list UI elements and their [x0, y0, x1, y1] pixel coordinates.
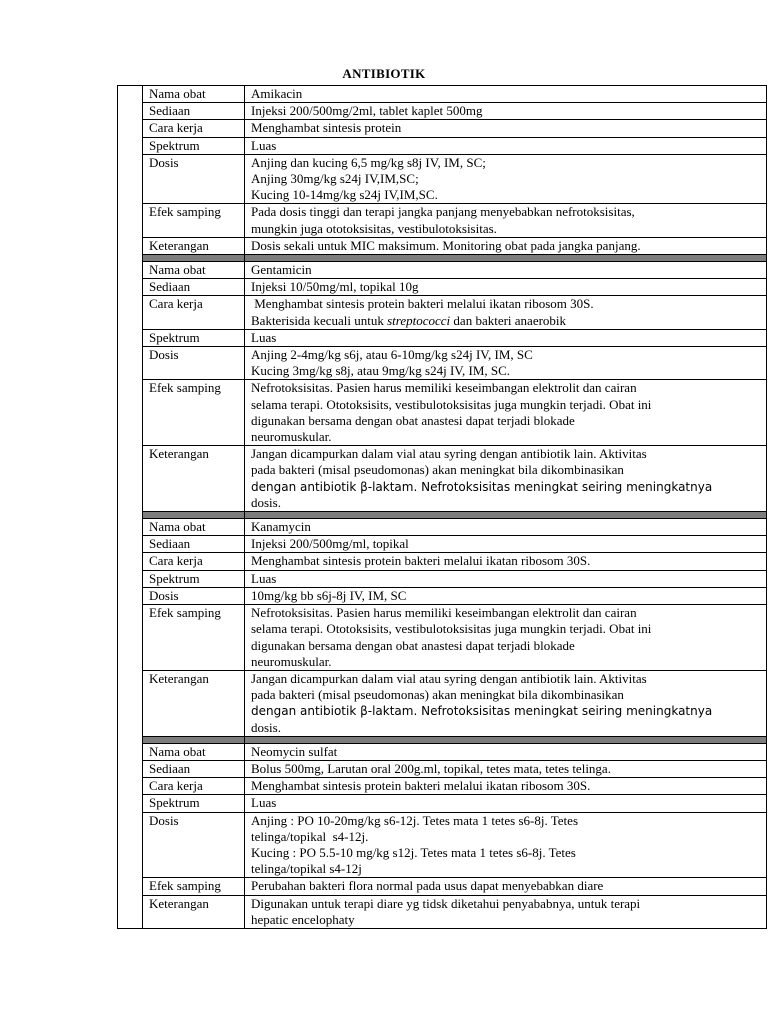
text-line: Dosis sekali untuk MIC maksimum. Monitoring obat pada jangka panjang.: [251, 237, 641, 253]
drug-keterangan: [245, 895, 767, 928]
table-row: [118, 795, 767, 812]
text-line: digunakan bersama dengan obat anastesi dapat terjadi blokade: [251, 412, 575, 428]
field-label-sediaan: Sediaan: [143, 760, 245, 777]
text-line: Anjing : PO 10-20mg/kg s6-12j. Tetes mata 1 tetes s6-8j. Tetes: [251, 812, 578, 828]
field-label-nama-obat: Nama obat: [143, 519, 245, 536]
table-row: [118, 120, 767, 137]
drug-sediaan: Injeksi 200/500mg/2ml, tablet kaplet 500mg: [245, 103, 767, 120]
drug-efek-samping: [245, 204, 767, 237]
class-label-cell: [118, 86, 143, 929]
table-row: [118, 279, 767, 296]
field-label-cara-kerja: Cara kerja: [143, 120, 245, 137]
text-line: Anjing 30mg/kg s24j IV,IM,SC;: [251, 171, 419, 187]
separator-cell: [245, 255, 767, 262]
drug-efek-samping: [245, 380, 767, 446]
field-label-spektrum: Spektrum: [143, 137, 245, 154]
drug-sediaan: Injeksi 10/50mg/ml, topikal 10g: [245, 279, 767, 296]
field-label-sediaan: Sediaan: [143, 103, 245, 120]
drug-spektrum: Luas: [245, 329, 767, 346]
drug-name: Amikacin: [245, 86, 767, 103]
text-segment: dan bakteri anaerobik: [450, 312, 567, 328]
table-row: [118, 878, 767, 895]
field-label-cara-kerja: Cara kerja: [143, 778, 245, 795]
table-row: [118, 347, 767, 380]
text-line: Anjing dan kucing 6,5 mg/kg s8j IV, IM, SC;: [251, 154, 486, 170]
table-row: [118, 519, 767, 536]
drug-keterangan: [245, 446, 767, 512]
text-line: Anjing 2-4mg/kg s6j, atau 6-10mg/kg s24j IV, IM, SC: [251, 347, 533, 363]
separator-cell: [143, 255, 245, 262]
field-label-efek-samping: Efek samping: [143, 605, 245, 671]
table-row: [118, 237, 767, 254]
table-row: [118, 103, 767, 120]
text-line: dosis.: [251, 494, 281, 510]
table-row: [118, 86, 767, 103]
text-line: Perubahan bakteri flora normal pada usus dapat menyebabkan diare: [251, 878, 604, 894]
page-title: ANTIBIOTIK: [342, 66, 426, 81]
table-row: [118, 154, 767, 204]
text-line: dengan antibiotik β-laktam. Nefrotoksisitas meningkat seiring meningkatnya: [251, 479, 713, 494]
table-row: [118, 536, 767, 553]
drug-keterangan: [245, 670, 767, 736]
drug-keterangan: [245, 237, 767, 254]
text-line: Menghambat sintesis protein bakteri melalui ikatan ribosom 30S.: [251, 296, 594, 312]
drug-dosis: [245, 587, 767, 604]
drug-cara-kerja: [245, 553, 767, 570]
drug-dosis: [245, 154, 767, 204]
text-line: digunakan bersama dengan obat anastesi dapat terjadi blokade: [251, 637, 575, 653]
text-line: pada bakteri (misal pseudomonas) akan meningkat bila dikombinasikan: [251, 462, 624, 478]
table-row: [118, 670, 767, 736]
drug-dosis: [245, 812, 767, 878]
field-label-dosis: Dosis: [143, 347, 245, 380]
text-line: Jangan dicampurkan dalam vial atau syring dengan antibiotik lain. Aktivitas: [251, 446, 647, 462]
drug-spektrum: Luas: [245, 570, 767, 587]
field-label-efek-samping: Efek samping: [143, 878, 245, 895]
field-label-sediaan: Sediaan: [143, 536, 245, 553]
table-row: [118, 743, 767, 760]
field-label-keterangan: Keterangan: [143, 670, 245, 736]
drug-cara-kerja: [245, 296, 767, 329]
field-label-keterangan: Keterangan: [143, 895, 245, 928]
drug-sediaan: Injeksi 200/500mg/ml, topikal: [245, 536, 767, 553]
separator-cell: [143, 512, 245, 519]
table-row: [118, 812, 767, 878]
antibiotic-table: [117, 85, 767, 929]
table-row: [118, 137, 767, 154]
field-label-cara-kerja: Cara kerja: [143, 296, 245, 329]
section-separator: [118, 736, 767, 743]
field-label-nama-obat: Nama obat: [143, 86, 245, 103]
text-line: Digunakan untuk terapi diare yg tidsk diketahui penyababnya, untuk terapi: [251, 895, 641, 911]
field-label-dosis: Dosis: [143, 154, 245, 204]
text-line: hepatic encelophaty: [251, 911, 355, 927]
text-line: dengan antibiotik β-laktam. Nefrotoksisitas meningkat seiring meningkatnya: [251, 704, 713, 719]
text-line: dosis.: [251, 719, 281, 735]
table-row: [118, 262, 767, 279]
field-label-keterangan: Keterangan: [143, 237, 245, 254]
section-separator: [118, 255, 767, 262]
text-line: telinga/topikal s4-12j: [251, 861, 362, 877]
field-label-spektrum: Spektrum: [143, 570, 245, 587]
table-row: [118, 380, 767, 446]
text-line: Jangan dicampurkan dalam vial atau syring dengan antibiotik lain. Aktivitas: [251, 670, 647, 686]
text-line: pada bakteri (misal pseudomonas) akan meningkat bila dikombinasikan: [251, 687, 624, 703]
drug-efek-samping: [245, 878, 767, 895]
table-row: [118, 570, 767, 587]
drug-efek-samping: [245, 605, 767, 671]
text-line: Nefrotoksisitas. Pasien harus memiliki keseimbangan elektrolit dan cairan: [251, 380, 637, 396]
field-label-spektrum: Spektrum: [143, 329, 245, 346]
table-row: [118, 296, 767, 329]
field-label-nama-obat: Nama obat: [143, 262, 245, 279]
text-line: Pada dosis tinggi dan terapi jangka panjang menyebabkan nefrotoksisitas,: [251, 204, 635, 220]
field-label-nama-obat: Nama obat: [143, 743, 245, 760]
text-line: Menghambat sintesis protein bakteri melalui ikatan ribosom 30S.: [251, 553, 591, 569]
table-row: [118, 329, 767, 346]
text-line: Menghambat sintesis protein: [251, 120, 402, 136]
antibiotic-table-wrapper: [117, 85, 766, 929]
text-line: Nefrotoksisitas. Pasien harus memiliki keseimbangan elektrolit dan cairan: [251, 605, 637, 621]
drug-name: Gentamicin: [245, 262, 767, 279]
table-row: [118, 446, 767, 512]
text-line: selama terapi. Ototoksisits, vestibulotoksisitas juga mungkin terjadi. Obat ini: [251, 621, 652, 637]
drug-name: Neomycin sulfat: [245, 743, 767, 760]
text-line: Menghambat sintesis protein bakteri melalui ikatan ribosom 30S.: [251, 778, 591, 794]
field-label-cara-kerja: Cara kerja: [143, 553, 245, 570]
text-line: selama terapi. Ototoksisits, vestibulotoksisitas juga mungkin terjadi. Obat ini: [251, 396, 652, 412]
field-label-dosis: Dosis: [143, 587, 245, 604]
table-row: [118, 204, 767, 237]
field-label-keterangan: Keterangan: [143, 446, 245, 512]
separator-cell: [245, 736, 767, 743]
text-line: Kucing : PO 5.5-10 mg/kg s12j. Tetes mata 1 tetes s6-8j. Tetes: [251, 844, 576, 860]
drug-spektrum: Luas: [245, 795, 767, 812]
text-line: mungkin juga ototoksisitas, vestibulotoksisitas.: [251, 220, 497, 236]
text-segment: Bakterisida kecuali untuk: [251, 312, 388, 328]
field-label-dosis: Dosis: [143, 812, 245, 878]
drug-sediaan: Bolus 500mg, Larutan oral 200g.ml, topikal, tetes mata, tetes telinga.: [245, 760, 767, 777]
field-label-efek-samping: Efek samping: [143, 380, 245, 446]
field-label-sediaan: Sediaan: [143, 279, 245, 296]
drug-name: Kanamycin: [245, 519, 767, 536]
table-row: [118, 778, 767, 795]
text-line: telinga/topikal s4-12j.: [251, 828, 369, 844]
separator-cell: [143, 736, 245, 743]
text-line: 10mg/kg bb s6j-8j IV, IM, SC: [251, 587, 407, 603]
section-separator: [118, 512, 767, 519]
separator-cell: [245, 512, 767, 519]
text-line: [251, 313, 761, 329]
table-row: [118, 760, 767, 777]
drug-dosis: [245, 347, 767, 380]
field-label-spektrum: Spektrum: [143, 795, 245, 812]
drug-cara-kerja: [245, 778, 767, 795]
italic-text: streptococci: [387, 312, 451, 328]
table-row: [118, 553, 767, 570]
table-row: [118, 895, 767, 928]
table-row: [118, 605, 767, 671]
drug-cara-kerja: [245, 120, 767, 137]
text-line: Kucing 10-14mg/kg s24j IV,IM,SC.: [251, 187, 438, 203]
text-line: neuromuskular.: [251, 653, 332, 669]
field-label-efek-samping: Efek samping: [143, 204, 245, 237]
text-line: neuromuskular.: [251, 429, 332, 445]
table-row: [118, 587, 767, 604]
drug-spektrum: Luas: [245, 137, 767, 154]
text-line: Kucing 3mg/kg s8j, atau 9mg/kg s24j IV, IM, SC.: [251, 363, 511, 379]
